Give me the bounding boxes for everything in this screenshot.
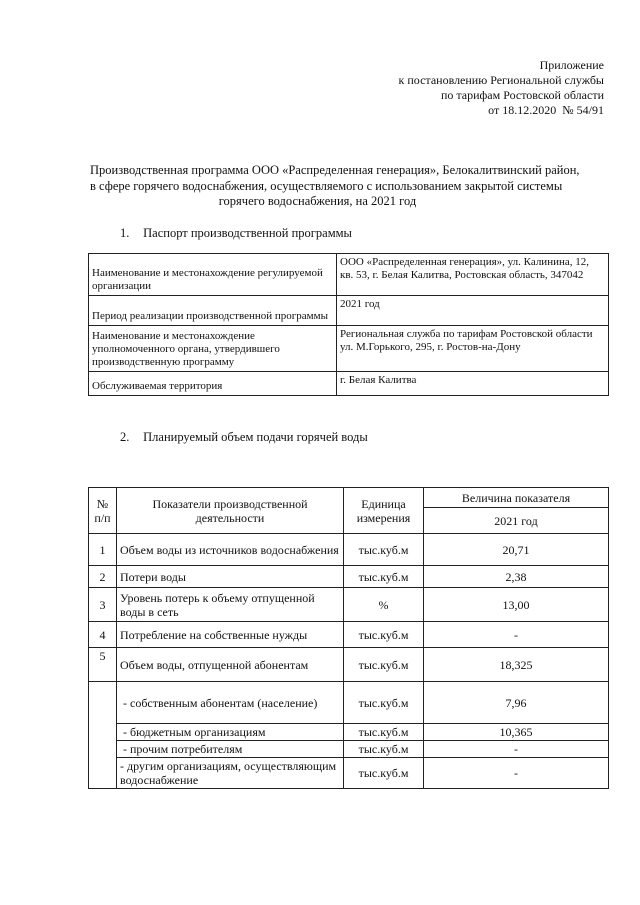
header-num: № п/п [89,488,117,534]
row-value: 13,00 [424,588,609,622]
row-unit: тыс.куб.м [344,724,424,741]
row-num: 1 [89,534,117,566]
row-value: 20,71 [424,534,609,566]
header-indicator: Показатели производственной деятельности [117,488,344,534]
row-unit: тыс.куб.м [344,648,424,682]
header-year: 2021 год [424,508,609,534]
water-volume-table [88,487,609,789]
table-row [89,648,609,682]
row-indicator: - бюджетным организациям [117,724,344,741]
header-value-group: Величина показателя [424,488,609,508]
section-2-heading [120,430,368,445]
appendix-line-3: по тарифам Ростовской области [440,88,604,102]
table-row [89,682,609,724]
table-row [89,588,609,622]
row-unit: тыс.куб.м [344,758,424,789]
row-num: 3 [89,588,117,622]
title-line-3: горячего водоснабжения, на 2021 год [218,194,417,208]
passport-row [89,372,609,396]
passport-value: г. Белая Калитва [337,372,609,396]
table-row [89,566,609,588]
row-num: 2 [89,566,117,588]
passport-label: Обслуживаемая территория [89,372,337,396]
row-indicator: Объем воды из источников водоснабжения [117,534,344,566]
row-value: - [424,758,609,789]
passport-label: Наименование и местонахождение регулируемой организации [89,254,337,296]
appendix-line-4: от 18.12.2020 № 54/91 [488,103,604,117]
row-value: 2,38 [424,566,609,588]
row-num: 4 [89,622,117,648]
row-indicator: Уровень потерь к объему отпущенной воды в сеть [117,588,344,622]
passport-value [337,326,609,372]
authority-address: ул. М.Горького, 295, г. Ростов-на-Дону [340,341,521,353]
appendix-line-2: к постановлению Региональной службы [398,73,604,87]
appendix-line-1: Приложение [539,58,604,72]
row-unit: тыс.куб.м [344,682,424,724]
row-value: 7,96 [424,682,609,724]
row-indicator: Объем воды, отпущенной абонентам [117,648,344,682]
section-1-number: 1. [120,226,130,240]
table-row [89,622,609,648]
row-indicator: - прочим потребителям [117,741,344,758]
row-unit: тыс.куб.м [344,622,424,648]
row-value: - [424,622,609,648]
passport-row [89,326,609,372]
passport-row [89,296,609,326]
row-value: 10,365 [424,724,609,741]
passport-value: 2021 год [337,296,609,326]
authority-name: Региональная служба по тарифам Ростовской области [340,328,593,340]
row-value: 18,325 [424,648,609,682]
section-1-heading [120,226,352,241]
row-indicator: - другим организациям, осуществляющим водоснабжение [117,758,344,789]
document-title [90,163,580,210]
row-indicator: Потери воды [117,566,344,588]
passport-label: Период реализации производственной программы [89,296,337,326]
appendix-header [304,58,604,118]
row-num-empty [89,682,117,789]
row-indicator: - собственным абонентам (население) [117,682,344,724]
row-unit: тыс.куб.м [344,741,424,758]
passport-row [89,254,609,296]
section-1-title: Паспорт производственной программы [143,226,352,240]
passport-label: Наименование и местонахождение уполномоченного органа, утвердившего производственную программу [89,326,337,372]
header-unit: Единица измерения [344,488,424,534]
section-2-number: 2. [120,430,130,444]
table-row [89,758,609,789]
row-indicator: Потребление на собственные нужды [117,622,344,648]
row-value: - [424,741,609,758]
passport-value: ООО «Распределенная генерация», ул. Калинина, 12, кв. 53, г. Белая Калитва, Ростовская область, 347042 [337,254,609,296]
table-row [89,724,609,741]
passport-table [88,253,609,396]
row-unit: тыс.куб.м [344,534,424,566]
table-header-row [89,488,609,508]
section-2-title: Планируемый объем подачи горячей воды [143,430,368,444]
row-num: 5 [89,648,117,682]
title-line-2: в сфере горячего водоснабжения, осуществляемого с использованием закрытой системы [90,178,563,193]
table-row [89,741,609,758]
row-unit: % [344,588,424,622]
table-row [89,534,609,566]
row-unit: тыс.куб.м [344,566,424,588]
title-line-1: Производственная программа ООО «Распределенная генерация», Белокалитвинский район, [90,163,580,177]
